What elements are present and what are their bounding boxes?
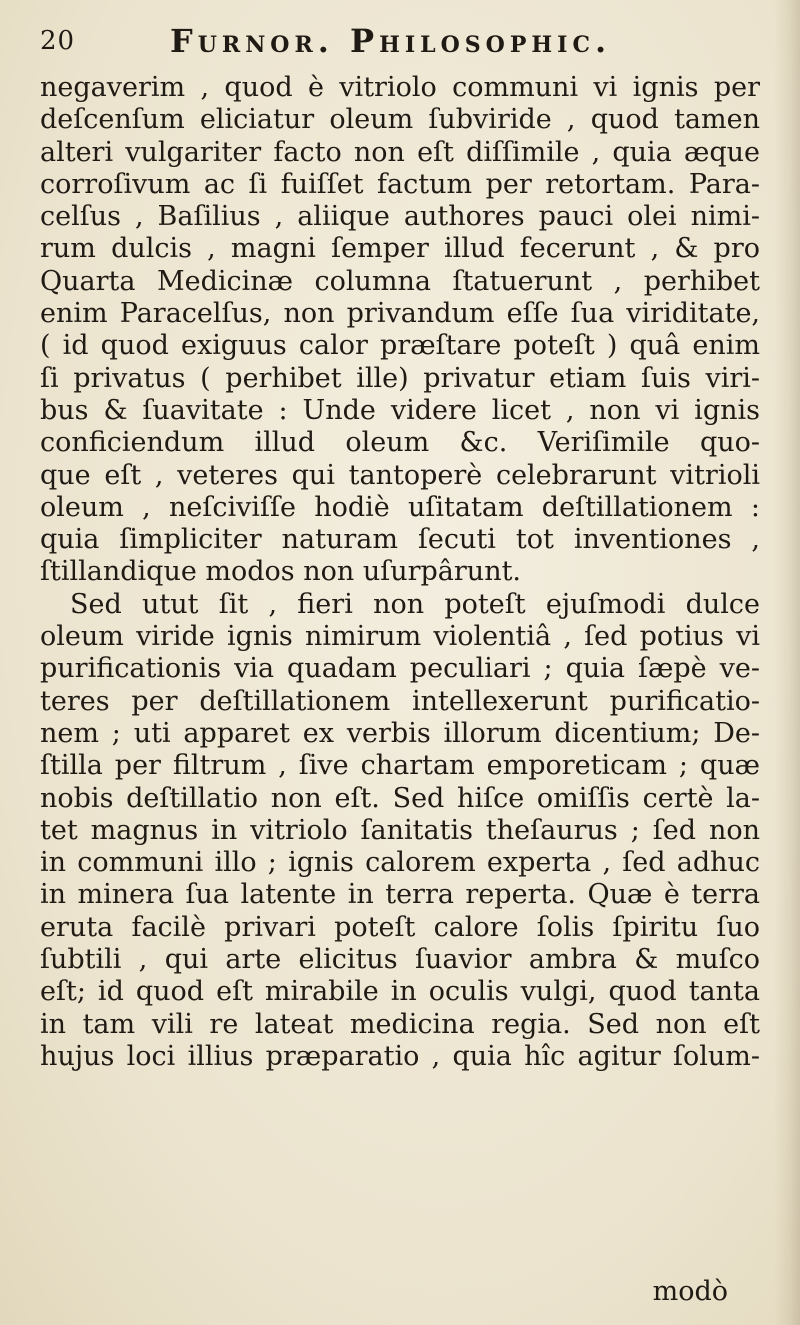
text-line: quia ſimpliciter naturam ſecuti tot inventiones , [40,524,760,556]
page-header [40,18,760,58]
text-line: purificationis via quadam peculiari ; quia ſæpè ve- [40,653,760,685]
text-line: nem ; uti apparet ex verbis illorum dicentium; De- [40,717,760,749]
page-gutter-shadow [774,0,800,1325]
text-line: deſcenſum eliciatur oleum ſubviride , quod tamen [40,104,760,136]
text-line: celſus , Baſilius , aliique authores pauci olei nimi- [40,201,760,233]
text-line: hujus loci illius præparatio , quia hîc agitur ſolum- [40,1040,760,1072]
text-line: eruta facilè privari poteſt calore ſolis ſpiritu ſuo [40,911,760,943]
text-line: ſi privatus ( perhibet ille) privatur etiam ſuis viri- [40,362,760,394]
text-line: negaverim , quod è vitriolo communi vi ignis per [40,72,760,103]
text-line: oleum viride ignis nimirum violentiâ , ſed potius vi [40,621,760,653]
body-text [40,72,760,1073]
text-line: enim Paracelſus, non privandum eſſe ſua viriditate, [40,298,760,330]
text-line: que eſt , veteres qui tantoperè celebrarunt vitrioli [40,459,760,491]
running-head: Furnor. Philosophic. [170,22,612,60]
text-line: oleum , neſciviſſe hodiè uſitatam deſtillationem : [40,491,760,523]
text-line: conficiendum illud oleum &c. Veriſimile quo- [40,427,760,459]
text-line: teres per deſtillationem intellexerunt purificatio- [40,685,760,717]
text-line: rum dulcis , magni ſemper illud fecerunt , & pro [40,233,760,265]
paragraph-start-line: Sed utut ſit , fieri non poteſt ejuſmodi dulce [70,588,760,620]
text-line: in minera ſua latente in terra reperta. Quæ è terra [40,879,760,911]
text-line: corroſivum ac ſi fuiſſet factum per retortam. Para- [40,168,760,200]
text-line: in tam vili re lateat medicina regia. Sed non eſt [40,1008,760,1040]
text-line: in communi illo ; ignis calorem experta , ſed adhuc [40,847,760,879]
text-line: alteri vulgariter facto non eſt diſſimile , quia æque [40,136,760,168]
text-line: Quarta Medicinæ columna ſtatuerunt , perhibet [40,265,760,297]
text-line: eſt; id quod eſt mirabile in oculis vulgi, quod tanta [40,976,760,1008]
text-line: ſtillandique modos non uſurpârunt. [40,556,522,588]
text-line: ( id quod exiguus calor præſtare poteſt ) quâ enim [40,330,760,362]
page-number: 20 [40,26,76,56]
text-line: ſtilla per filtrum , ſive chartam emporeticam ; quæ [40,750,760,782]
text-line: bus & ſuavitate : Unde videre licet , non vi ignis [40,394,760,426]
text-line: ſubtili , qui arte elicitus ſuavior ambra & muſco [40,944,760,976]
text-line: tet magnus in vitriolo ſanitatis theſaurus ; ſed non [40,814,760,846]
text-line: nobis deſtillatio non eſt. Sed hiſce omiſſis certè la- [40,782,760,814]
catchword: modò [652,1276,728,1307]
